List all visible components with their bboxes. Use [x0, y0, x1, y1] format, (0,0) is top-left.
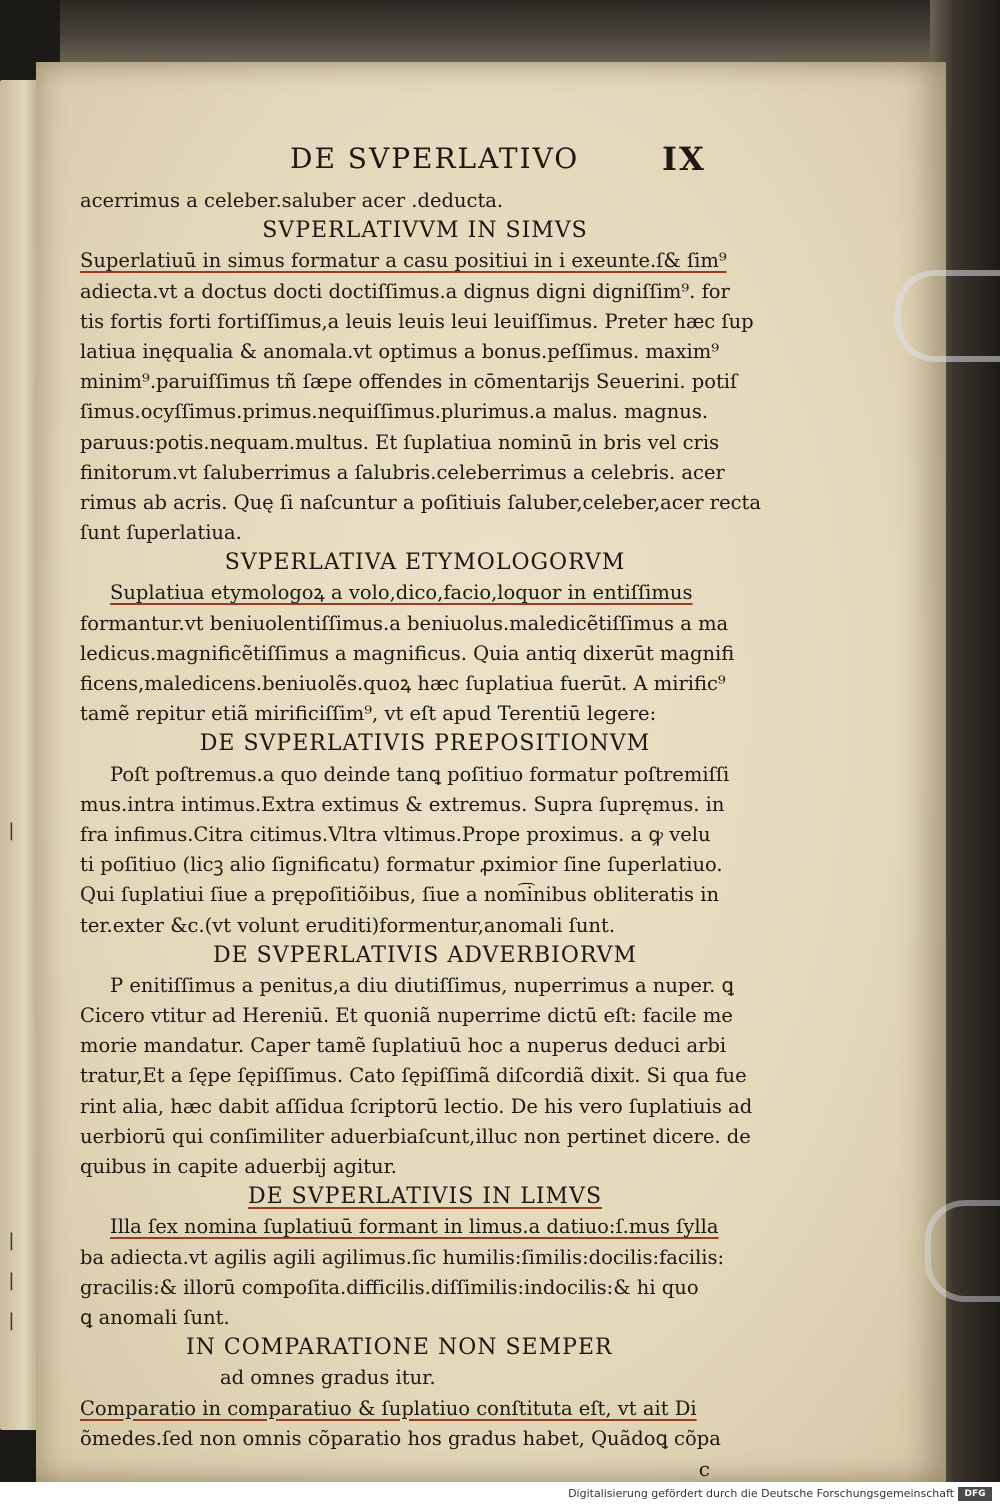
- section-heading: DE SVPERLATIVIS PREPOSITIONVM: [199, 731, 651, 757]
- funding-credit: Digitalisierung gefördert durch die Deutsche Forschungsgemeinschaft: [568, 1487, 954, 1500]
- text-line: quibus in capite aduerbij agitur.: [80, 1155, 397, 1178]
- page-clip: [895, 270, 1000, 362]
- text-line: morie mandatur. Caper tamẽ ſuplatiuū hoc a nuperus deduci arbi: [80, 1034, 727, 1058]
- section-heading: DE SVPERLATIVIS IN LIMVS: [247, 1184, 603, 1210]
- text-line: ledicus.magnificẽtiſſimus a magnificus. Quia antiq dixerūt magnifi: [80, 641, 735, 665]
- text-line: rint alia, hæc dabit aſſidua ſcriptorū lectio. De his vero ſuplatiuis ad: [80, 1094, 753, 1118]
- marginal-annotation-top: [769, 328, 860, 371]
- text-line: Cicero vtitur ad Hereniū. Et quoniã nuperrime dictū eſt: facile me: [80, 1004, 733, 1028]
- dfg-logo: DFG: [958, 1487, 992, 1501]
- text-line: c: [698, 1456, 710, 1481]
- text-line: ad omnes gradus itur.: [220, 1366, 436, 1390]
- running-head-title: DE SVPERLATIVO: [290, 142, 580, 175]
- text-line: ꝗ anomali ſunt.: [80, 1305, 230, 1329]
- text-line: Poſt poſtremus.a quo deinde tanꝗ poſitiuo formatur poſtremiſſi: [110, 762, 730, 786]
- text-line: P enitiſſimus a penitus,a diu diutiſſimus, nuperrimus a nuper. ꝗ: [110, 973, 734, 997]
- text-line: ficens,maledicens.beniuolẽs.quoꝝ hæc ſuplatiua fuerūt. A mirific⁹: [80, 672, 726, 695]
- text-line: õmedes.ſed non omnis cõparatio hos gradus habet, Quãdoꝗ cõpa: [80, 1426, 721, 1450]
- text-line: Superlatiuū in simus formatur a casu positiui in i exeunte.ſ& ſim⁹: [80, 249, 727, 273]
- text-line: ſunt ſuperlatiua.: [80, 521, 242, 545]
- text-line: minim⁹.paruiſſimus tñ ſæpe offendes in cōmentarijs Seuerini. potiſ: [80, 370, 738, 394]
- text-line: ti poſitiuo (licꝫ alio ſignificatu) formatur ꝓximior ſine ſuperlatiuo.: [80, 853, 723, 877]
- footer-bar: [0, 1482, 1000, 1506]
- text-line: acerrimus a celeber.saluber acer .deducta.: [80, 189, 504, 212]
- folio-number: IX: [662, 140, 706, 178]
- page-clip-lower: [925, 1200, 1000, 1302]
- section-heading: DE SVPERLATIVIS ADVERBIORVM: [212, 942, 638, 968]
- text-line: fra infimus.Citra citimus.Vltra vltimus.Prope proximus. a ꝙ velu: [80, 822, 711, 846]
- text-line: finitorum.vt ſaluberrimus a ſalubris.celeberrimus a celebris. acer: [80, 460, 725, 484]
- text-line: ter.exter &c.(vt volunt eruditi)formentur,anomali ſunt.: [80, 913, 616, 937]
- previous-page-marks: | | | |: [6, 820, 17, 1331]
- marginal-annotation-bottom: [657, 1172, 892, 1268]
- running-head: [290, 142, 710, 182]
- text-line: gracilis:& illorū compoſita.difficilis.diſſimilis:indocilis:& hi quo: [80, 1275, 699, 1299]
- main-text-block: [80, 186, 770, 1484]
- text-line: paruus:potis.nequam.multus. Et ſuplatiua nominū in bris vel cris: [80, 430, 720, 454]
- text-line: Suplatiua etymologoꝝ a volo,dico,facio,loquor in entiſſimus: [110, 581, 693, 605]
- text-line: Comparatio in comparatiuo & ſuplatiuo conſtituta eſt, vt ait Di: [80, 1396, 697, 1420]
- text-line: Illa ſex nomina ſuplatiuū formant in limus.a datiuo:ſ.mus ſylla: [110, 1215, 719, 1239]
- text-line: uerbiorū qui conſimiliter aduerbiaſcunt,illuc non pertinet dicere. de: [80, 1124, 751, 1148]
- text-line: rimus ab acris. Quę ſi naſcuntur a poſitiuis ſaluber,celeber,acer recta: [80, 490, 762, 514]
- text-line: tamẽ repitur etiã mirificiſſim⁹, vt eſt apud Terentiū legere:: [80, 702, 657, 726]
- text-line: formantur.vt beniuolentiſſimus.a beniuolus.maledicẽtiſſimus a ma: [80, 611, 729, 635]
- marginal-annotation-middle: [785, 696, 964, 885]
- text-line: tis fortis forti fortiſſimus,a leuis leuis leui leuiſſimus. Preter hæc ſup: [80, 309, 754, 333]
- text-line: tratur,Et a ſępe ſępiſſimus. Cato ſępiſſimã diſcordiã dixit. Si qua fue: [80, 1064, 747, 1088]
- text-line: adiecta.vt a doctus docti doctiſſimus.a dignus digni digniſſim⁹. for: [80, 279, 730, 303]
- text-line: ba adiecta.vt agilis agili agilimus.ſic humilis:ſimilis:docilis:facilis:: [80, 1245, 725, 1269]
- text-line: latiua inęqualia & anomala.vt optimus a bonus.peſſimus. maxim⁹: [80, 339, 720, 363]
- section-heading: SVPERLATIVA ETYMOLOGORVM: [224, 550, 626, 576]
- section-heading: IN COMPARATIONE NON SEMPER: [186, 1335, 613, 1361]
- text-line: Qui ſuplatiui ſiue a prępoſitiõibus, ſiue a nom͡inibus obliteratis in: [80, 883, 719, 907]
- text-line: mus.intra intimus.Extra extimus & extremus. Supra ſupręmus. in: [80, 792, 725, 816]
- section-heading: SVPERLATIVVM IN SIMVS: [262, 218, 588, 244]
- text-line: ſimus.ocyſſimus.primus.nequiſſimus.plurimus.a malus. magnus.: [80, 400, 709, 424]
